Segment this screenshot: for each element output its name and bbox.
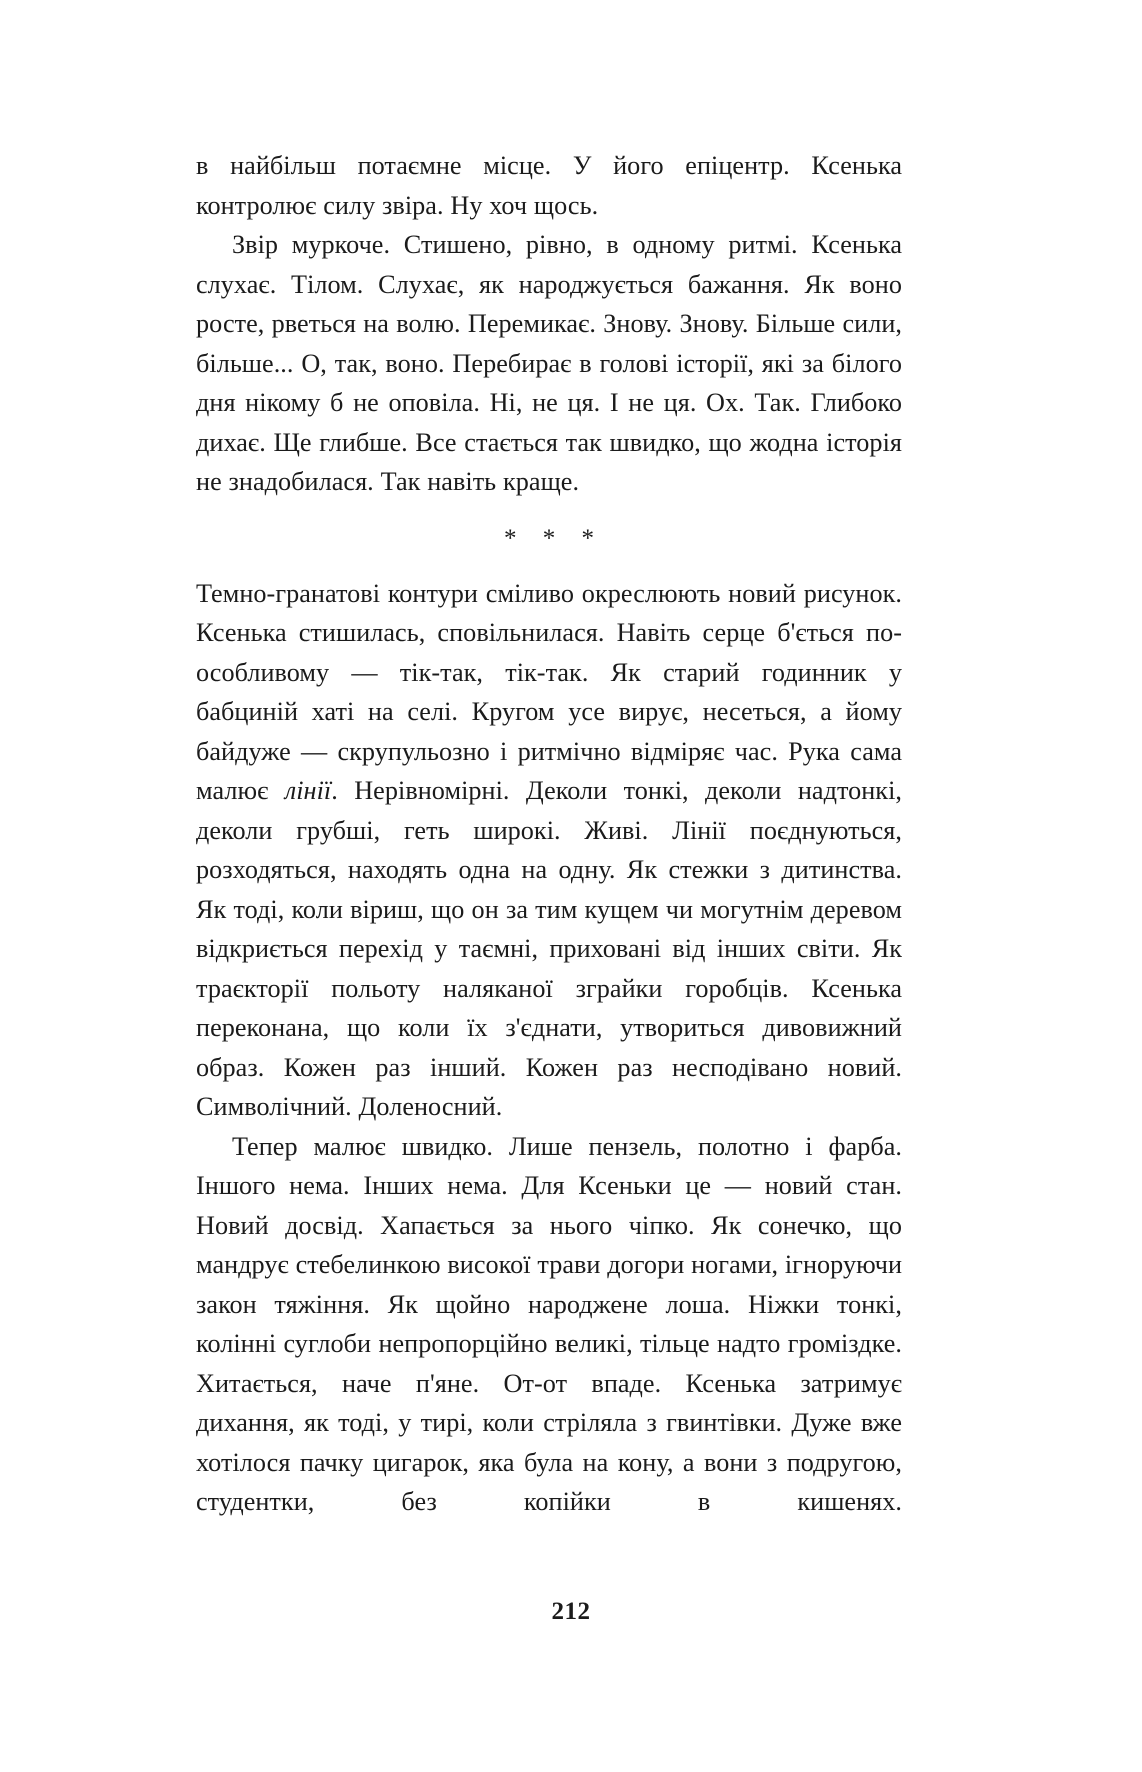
- paragraph-continuation: в найбільш потаємне місце. У його епіцентр. Ксенька контролює силу звіра. Ну хоч щось.: [196, 151, 902, 220]
- page-number: 212: [551, 1598, 591, 1625]
- paragraph-text-part: . Нерівномірні. Деколи тонкі, деколи надтонкі, деколи грубші, геть широкі. Живі. Лінії поєднуються, розходяться, находять одна на одну. Як стежки з дитинства. Як тоді, коли віриш, що он за тим кущем чи могутнім деревом відкриється перехід у таємні, приховані від інших світи. Як траєкторії польоту наляканої зграйки горобців. Ксенька переконана, що коли їх з'єднати, утвориться дивовижний образ. Кожен раз інший. Кожен раз несподівано новий. Символічний. Доленосний.: [196, 776, 903, 1121]
- paragraph-text-part: Темно-гранатові контури сміливо окреслюють новий рисунок. Ксенька стишилась, сповільнилася. Навіть серце б'ється по-особливому — тік-так, тік-так. Як старий годинник у бабциній хаті на селі. Кругом усе вирує, несеться, а йому байдуже — скрупульозно і ритмічно відміряє час. Рука сама малює: [196, 578, 902, 805]
- paragraph: Тепер малює швидко. Лише пензель, полотно і фарба. Іншого нема. Інших нема. Для Ксеньки це — новий стан. Новий досвід. Хапається за нього чіпко. Як сонечко, що мандрує стебелинкою високої трави догори ногами, ігноруючи закон тяжіння. Як щойно народжене лоша. Ніжки тонкі, колінні суглоби непропорційно великі, тільце надто громіздке. Хитається, наче п'яне. От-от впаде. Ксенька затримує дихання, як тоді, у тирі, коли стріляла з гвинтівки. Дуже вже хотілося пачку цигарок, яка була на кону, а вони з подругою, студентки, без копійки в кишенях.: [196, 1131, 903, 1516]
- paragraph: [196, 574, 902, 1127]
- section-break-asterisks: * * *: [504, 524, 604, 552]
- emphasized-word: лінії: [284, 776, 332, 805]
- paragraph: Звір муркоче. Стишено, рівно, в одному ритмі. Ксенька слухає. Тілом. Слухає, як народжується бажання. Як воно росте, рветься на волю. Перемикає. Знову. Знову. Більше сили, більше... О, так, воно. Перебирає в голові історії, які за білого дня нікому б не оповіла. Ні, не ця. І не ця. Ох. Так. Глибоко дихає. Ще глибше. Все стається так швидко, що жодна історія не знадобилася. Так навіть краще.: [196, 230, 902, 496]
- page-text-block: [196, 146, 902, 1522]
